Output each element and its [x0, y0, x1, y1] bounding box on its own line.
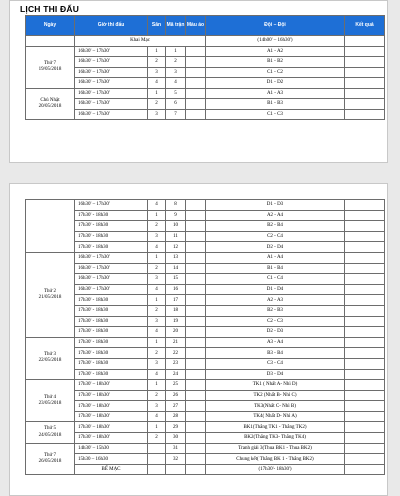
field-cell: 4	[148, 78, 166, 89]
teams-cell: C2 - C4	[206, 231, 345, 242]
field-cell: 2	[148, 433, 166, 444]
table-row	[26, 380, 385, 391]
match-cell: 10	[166, 221, 186, 232]
match-cell: 13	[166, 252, 186, 263]
teams-cell: TK1 ( Nhất A- Nhì D)	[206, 380, 345, 391]
time-cell: 17h30' – 18h30'	[75, 401, 148, 412]
teams-cell: D3 - D4	[206, 369, 345, 380]
table-row	[26, 36, 385, 47]
match-cell: 9	[166, 210, 186, 221]
shirt-color-cell	[186, 274, 206, 285]
teams-cell: B1 - B2	[206, 57, 345, 68]
date-cell: Thứ 7 19/05/2018	[26, 46, 75, 88]
date-cell: Thứ 5 24/05/2018	[26, 422, 75, 443]
table-row	[26, 263, 385, 274]
time-cell: 17h30' - 18h30	[75, 358, 148, 369]
teams-cell: D1 - D3	[206, 200, 345, 211]
table-row	[26, 242, 385, 253]
match-cell: 16	[166, 284, 186, 295]
table-row	[26, 295, 385, 306]
field-cell: 3	[148, 109, 166, 120]
date-cell: Chủ Nhật 20/05/2018	[26, 88, 75, 120]
time-cell: 17h30' - 18h30	[75, 327, 148, 338]
teams-cell: C1 - C4	[206, 274, 345, 285]
shirt-color-cell	[186, 411, 206, 422]
document-page-2	[9, 183, 388, 496]
match-cell: 31	[166, 443, 186, 454]
match-cell: 26	[166, 390, 186, 401]
field-cell: 3	[148, 316, 166, 327]
match-cell: 19	[166, 316, 186, 327]
teams-cell: B1 - B4	[206, 263, 345, 274]
field-cell: 1	[148, 295, 166, 306]
teams-cell: B2 - B4	[206, 221, 345, 232]
date-cell	[26, 200, 75, 253]
table-row	[26, 464, 385, 475]
header-teams: Đội – Đội	[206, 16, 345, 36]
teams-cell: C1 - C3	[206, 109, 345, 120]
table-row	[26, 221, 385, 232]
teams-cell: B2 - B3	[206, 305, 345, 316]
table-row	[26, 316, 385, 327]
table-row	[26, 454, 385, 465]
table-row	[26, 200, 385, 211]
time-cell: 17h30' - 18h30	[75, 369, 148, 380]
result-cell	[345, 200, 385, 211]
teams-cell: D1 - D2	[206, 78, 345, 89]
result-cell	[345, 433, 385, 444]
shirt-color-cell	[186, 78, 206, 89]
schedule-table-page-2	[25, 199, 385, 475]
result-cell	[345, 57, 385, 68]
match-cell: 4	[166, 78, 186, 89]
result-cell	[345, 348, 385, 359]
match-cell: 8	[166, 200, 186, 211]
teams-cell: BK1(Thắng TK1 - Thắng TK2)	[206, 422, 345, 433]
field-cell: 4	[148, 200, 166, 211]
field-cell: 3	[148, 231, 166, 242]
table-row	[26, 369, 385, 380]
shirt-color-cell	[186, 422, 206, 433]
time-cell: 17h30' – 18h30'	[75, 380, 148, 391]
time-cell: 16h30' – 17h30'	[75, 109, 148, 120]
time-cell: 16h30' – 17h30'	[75, 46, 148, 57]
match-cell: 5	[166, 88, 186, 99]
time-cell: 17h30' - 18h30	[75, 231, 148, 242]
field-cell	[148, 464, 166, 475]
header-color: Màu áo	[186, 16, 206, 36]
time-cell: 17h30' - 18h30	[75, 337, 148, 348]
time-cell: 16h30' – 17h30'	[75, 57, 148, 68]
field-cell: 2	[148, 305, 166, 316]
result-cell	[345, 67, 385, 78]
result-cell	[345, 36, 385, 47]
match-cell: 7	[166, 109, 186, 120]
result-cell	[345, 274, 385, 285]
table-row	[26, 305, 385, 316]
field-cell: 2	[148, 390, 166, 401]
teams-cell: (17h30'- 18h30')	[206, 464, 345, 475]
shirt-color-cell	[186, 327, 206, 338]
table-row	[26, 358, 385, 369]
field-cell: 3	[148, 67, 166, 78]
result-cell	[345, 327, 385, 338]
table-row	[26, 284, 385, 295]
match-cell: 12	[166, 242, 186, 253]
teams-cell: A3 - A4	[206, 337, 345, 348]
field-cell: 1	[148, 380, 166, 391]
match-cell: 28	[166, 411, 186, 422]
field-cell: 1	[148, 88, 166, 99]
result-cell	[345, 78, 385, 89]
date-cell: Thứ 4 23/05/2018	[26, 380, 75, 422]
time-cell: 16h30' – 17h30'	[75, 284, 148, 295]
match-cell: 20	[166, 327, 186, 338]
shirt-color-cell	[186, 358, 206, 369]
field-cell: 4	[148, 242, 166, 253]
field-cell: 1	[148, 210, 166, 221]
shirt-color-cell	[186, 443, 206, 454]
field-cell: 1	[148, 337, 166, 348]
match-cell: 15	[166, 274, 186, 285]
teams-cell: BK2(Thắng TK3- Thắng TK4)	[206, 433, 345, 444]
shirt-color-cell	[186, 464, 206, 475]
teams-cell: C2 - C3	[206, 316, 345, 327]
shirt-color-cell	[186, 305, 206, 316]
table-row	[26, 337, 385, 348]
result-cell	[345, 337, 385, 348]
shirt-color-cell	[186, 337, 206, 348]
shirt-color-cell	[186, 221, 206, 232]
shirt-color-cell	[186, 210, 206, 221]
table-row	[26, 46, 385, 57]
teams-cell: TK3(Nhất C- Nhì B)	[206, 401, 345, 412]
shirt-color-cell	[186, 200, 206, 211]
shirt-color-cell	[186, 390, 206, 401]
time-cell: 16h30' – 17h30'	[75, 263, 148, 274]
field-cell: 2	[148, 57, 166, 68]
shirt-color-cell	[186, 57, 206, 68]
field-cell: 1	[148, 46, 166, 57]
match-cell: 27	[166, 401, 186, 412]
document-page-1	[9, 0, 388, 163]
match-cell: 23	[166, 358, 186, 369]
field-cell: 2	[148, 221, 166, 232]
time-cell: 17h30' - 18h30	[75, 348, 148, 359]
shirt-color-cell	[186, 88, 206, 99]
date-cell: Thứ 7 26/05/2018	[26, 443, 75, 475]
date-cell: Thứ 3 22/05/2018	[26, 337, 75, 379]
shirt-color-cell	[186, 295, 206, 306]
match-cell: 30	[166, 433, 186, 444]
result-cell	[345, 411, 385, 422]
field-cell: 2	[148, 348, 166, 359]
result-cell	[345, 99, 385, 110]
result-cell	[345, 401, 385, 412]
table-row	[26, 390, 385, 401]
table-row	[26, 78, 385, 89]
result-cell	[345, 263, 385, 274]
match-cell: 21	[166, 337, 186, 348]
teams-cell: B1 - B3	[206, 99, 345, 110]
table-row	[26, 67, 385, 78]
match-cell: 3	[166, 67, 186, 78]
schedule-title: LỊCH THI ĐẤU	[20, 4, 80, 14]
field-cell: 3	[148, 358, 166, 369]
result-cell	[345, 88, 385, 99]
time-cell: 17h30' - 18h30	[75, 305, 148, 316]
time-cell: 16h30' – 17h30'	[75, 67, 148, 78]
shirt-color-cell	[186, 263, 206, 274]
table-row	[26, 274, 385, 285]
result-cell	[345, 252, 385, 263]
match-cell: 22	[166, 348, 186, 359]
result-cell	[345, 380, 385, 391]
time-cell: 16h30' – 17h30'	[75, 99, 148, 110]
shirt-color-cell	[186, 433, 206, 444]
field-cell: 2	[148, 99, 166, 110]
teams-cell: B3 - B4	[206, 348, 345, 359]
teams-cell: A1 - A2	[206, 46, 345, 57]
table-row	[26, 88, 385, 99]
result-cell	[345, 109, 385, 120]
shirt-color-cell	[186, 316, 206, 327]
result-cell	[345, 443, 385, 454]
time-cell: 17h30' – 18h30'	[75, 390, 148, 401]
teams-cell: D2 - D3	[206, 327, 345, 338]
shirt-color-cell	[186, 46, 206, 57]
table-row	[26, 443, 385, 454]
shirt-color-cell	[186, 284, 206, 295]
match-cell	[166, 464, 186, 475]
shirt-color-cell	[186, 67, 206, 78]
time-cell: 16h30' – 17h30'	[75, 78, 148, 89]
time-cell: 17h30' - 18h30	[75, 242, 148, 253]
date-cell	[26, 36, 75, 47]
header-field: Sân	[148, 16, 166, 36]
field-cell: 2	[148, 263, 166, 274]
match-cell: 14	[166, 263, 186, 274]
time-cell: 17h30' - 18h30	[75, 316, 148, 327]
result-cell	[345, 316, 385, 327]
match-cell: 18	[166, 305, 186, 316]
time-cell: 16h30' – 17h30'	[75, 274, 148, 285]
opening-ceremony-cell: Khai Mạc	[75, 36, 206, 47]
match-cell: 6	[166, 99, 186, 110]
schedule-table-page-1	[25, 15, 385, 120]
teams-cell: D2 - D4	[206, 242, 345, 253]
table-row	[26, 57, 385, 68]
table-row	[26, 231, 385, 242]
result-cell	[345, 369, 385, 380]
table-row	[26, 422, 385, 433]
result-cell	[345, 221, 385, 232]
field-cell: 4	[148, 284, 166, 295]
match-cell: 32	[166, 454, 186, 465]
result-cell	[345, 464, 385, 475]
header-date: Ngày	[26, 16, 75, 36]
table-row	[26, 433, 385, 444]
field-cell	[148, 454, 166, 465]
teams-cell: A2 - A3	[206, 295, 345, 306]
teams-cell: A1 - A4	[206, 252, 345, 263]
teams-cell: A2 - A4	[206, 210, 345, 221]
shirt-color-cell	[186, 109, 206, 120]
time-cell: 15h30 – 16h30	[75, 454, 148, 465]
teams-cell: TK4( Nhất D- Nhì A)	[206, 411, 345, 422]
field-cell: 1	[148, 422, 166, 433]
teams-cell: C1 - C2	[206, 67, 345, 78]
shirt-color-cell	[186, 348, 206, 359]
shirt-color-cell	[186, 380, 206, 391]
match-cell: 11	[166, 231, 186, 242]
time-cell: 17h30' – 18h30'	[75, 422, 148, 433]
field-cell: 4	[148, 369, 166, 380]
table-row	[26, 327, 385, 338]
shirt-color-cell	[186, 242, 206, 253]
table-row	[26, 109, 385, 120]
closing-ceremony-cell: BẾ MẠC	[75, 464, 148, 475]
time-cell: 17h30' – 18h30'	[75, 411, 148, 422]
field-cell: 1	[148, 252, 166, 263]
time-cell: 16h30' – 17h30'	[75, 252, 148, 263]
result-cell	[345, 46, 385, 57]
time-cell: 14h30' – 15h30	[75, 443, 148, 454]
teams-cell: C3 - C4	[206, 358, 345, 369]
table-row	[26, 99, 385, 110]
header-match: Mã trận	[166, 16, 186, 36]
result-cell	[345, 284, 385, 295]
field-cell: 4	[148, 327, 166, 338]
teams-cell: (14h00' – 16h30')	[206, 36, 345, 47]
table-row	[26, 252, 385, 263]
match-cell: 1	[166, 46, 186, 57]
time-cell: 17h30' – 18h30'	[75, 433, 148, 444]
shirt-color-cell	[186, 401, 206, 412]
time-cell: 16h30' – 17h30'	[75, 88, 148, 99]
field-cell: 3	[148, 274, 166, 285]
field-cell: 3	[148, 401, 166, 412]
teams-cell: D1 - D4	[206, 284, 345, 295]
time-cell: 17h30' - 18h30	[75, 221, 148, 232]
table-row	[26, 401, 385, 412]
shirt-color-cell	[186, 252, 206, 263]
teams-cell: TK2 (Nhất B- Nhì C)	[206, 390, 345, 401]
result-cell	[345, 305, 385, 316]
shirt-color-cell	[186, 369, 206, 380]
result-cell	[345, 242, 385, 253]
date-cell: Thứ 2 21/05/2018	[26, 252, 75, 337]
match-cell: 2	[166, 57, 186, 68]
match-cell: 24	[166, 369, 186, 380]
table-row	[26, 411, 385, 422]
table-row	[26, 210, 385, 221]
teams-cell: Tranh giải 3(Thua BK1 - Thua BK2)	[206, 443, 345, 454]
time-cell: 17h30' - 18h30	[75, 295, 148, 306]
field-cell: 4	[148, 411, 166, 422]
result-cell	[345, 295, 385, 306]
result-cell	[345, 210, 385, 221]
shirt-color-cell	[186, 99, 206, 110]
match-cell: 25	[166, 380, 186, 391]
header-time: Giờ thi đấu	[75, 16, 148, 36]
result-cell	[345, 454, 385, 465]
time-cell: 16h30' – 17h30'	[75, 200, 148, 211]
teams-cell: A1 - A3	[206, 88, 345, 99]
result-cell	[345, 231, 385, 242]
field-cell	[148, 443, 166, 454]
table-header-row	[26, 16, 385, 36]
result-cell	[345, 358, 385, 369]
table-row	[26, 348, 385, 359]
header-result: Kết quả	[345, 16, 385, 36]
result-cell	[345, 422, 385, 433]
match-cell: 29	[166, 422, 186, 433]
time-cell: 17h30' - 18h30	[75, 210, 148, 221]
match-cell: 17	[166, 295, 186, 306]
shirt-color-cell	[186, 454, 206, 465]
teams-cell: Chung kết( Thắng BK 1 - Thắng BK2)	[206, 454, 345, 465]
result-cell	[345, 390, 385, 401]
shirt-color-cell	[186, 231, 206, 242]
